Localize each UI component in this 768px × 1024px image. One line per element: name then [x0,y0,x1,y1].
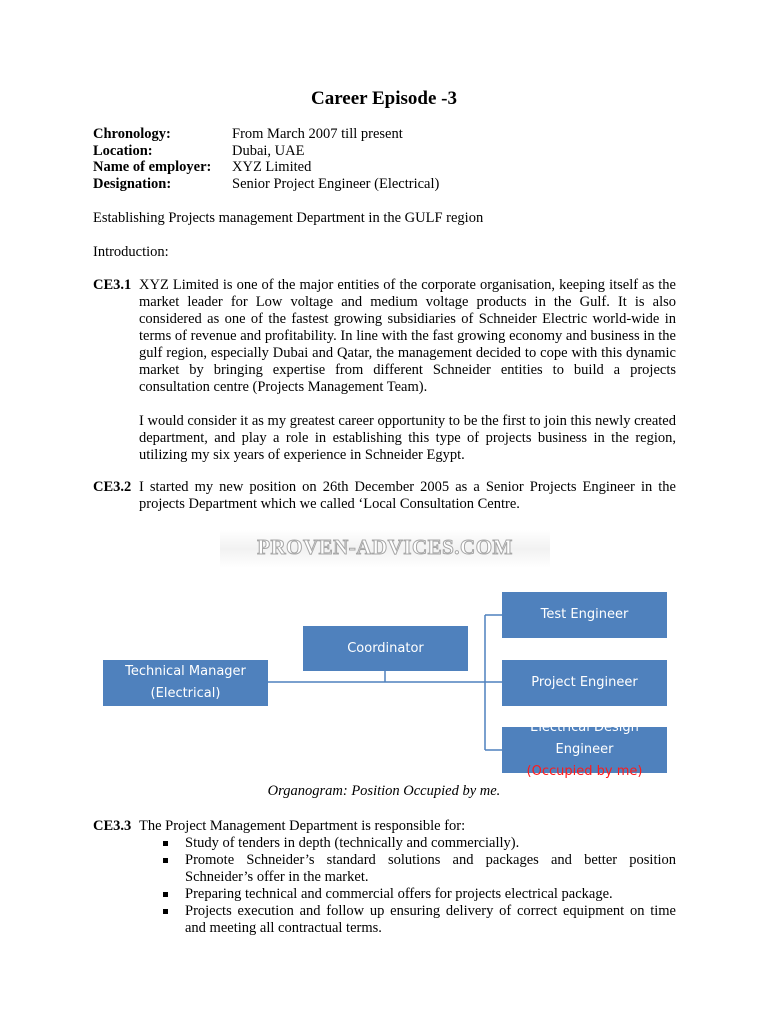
list-item: Promote Schneider’s standard solutions and packages and better position Schneider’s offer in the market. [139,852,676,886]
employer-value: XYZ Limited [232,159,312,175]
episode-subtitle: Establishing Projects management Department in the GULF region [93,210,484,226]
page-title: Career Episode -3 [310,88,457,109]
paragraph: The Project Management Department is responsible for: [139,818,466,834]
project-engineer-box [502,660,667,706]
responsibilities-list [139,835,676,937]
section-label: CE3.3 [93,818,132,834]
paragraph: I would consider it as my greatest career opportunity to be the first to join this newly created department, and play a role in establishing this type of projects business in the region, utilizing my six years of experience in Schneider Egypt. [139,413,676,463]
test-engineer-box [502,592,667,638]
location-value: Dubai, UAE [232,142,305,159]
location-label: Location: [93,142,153,159]
chronology-label: Chronology: [93,126,171,142]
box-label: Coordinator [347,640,424,656]
section-label: CE3.1 [93,277,132,293]
paragraph: I started my new position on 26th December 2005 as a Senior Projects Engineer in the projects Department which we called ‘Local Consultation Centre. [139,479,676,512]
box-label: Technical Manager [125,664,246,679]
box-label: Electrical Design Engineer [530,720,639,757]
designation-value: Senior Project Engineer (Electrical) [232,175,440,192]
box-label: Test Engineer [540,607,629,622]
chronology-value: From March 2007 till present [232,126,403,142]
organogram-caption: Organogram: Position Occupied by me. [267,783,501,799]
design-engineer-box [502,720,667,779]
employer-label: Name of employer: [93,159,212,175]
coordinator-box [303,626,468,671]
box-sublabel: (Electrical) [150,686,221,701]
paragraph: XYZ Limited is one of the major entities of the corporate organisation, keeping itself as the market leader for Low voltage and medium voltage products in the Gulf. It is also considered as one of the fastest growing subsidiaries of Schneider Electric world-wide in terms of revenue and profitability. In line with the fast growing economy and business in the gulf region, especially Dubai and Qatar, the management decided to cope with this dynamic market by bringing expertise from different Schneider entities to build a projects consultation centre (Projects Management Team). [139,277,676,395]
technical-manager-box [103,660,268,706]
list-item: Preparing technical and commercial offers for projects electrical package. [139,886,676,903]
occupied-by-me-note: (Occupied by me) [526,764,643,779]
section-label: CE3.2 [93,479,132,495]
introduction-heading: Introduction: [93,244,169,260]
section-ce3-3 [93,818,676,937]
list-item: Study of tenders in depth (technically and commercially). [139,835,676,852]
list-item: Projects execution and follow up ensuring delivery of correct equipment on time and meeting all contractual terms. [139,903,676,937]
box-label: Project Engineer [531,675,638,690]
designation-label: Designation: [93,175,172,192]
watermark: PROVEN-ADVICES.COM [220,530,550,568]
